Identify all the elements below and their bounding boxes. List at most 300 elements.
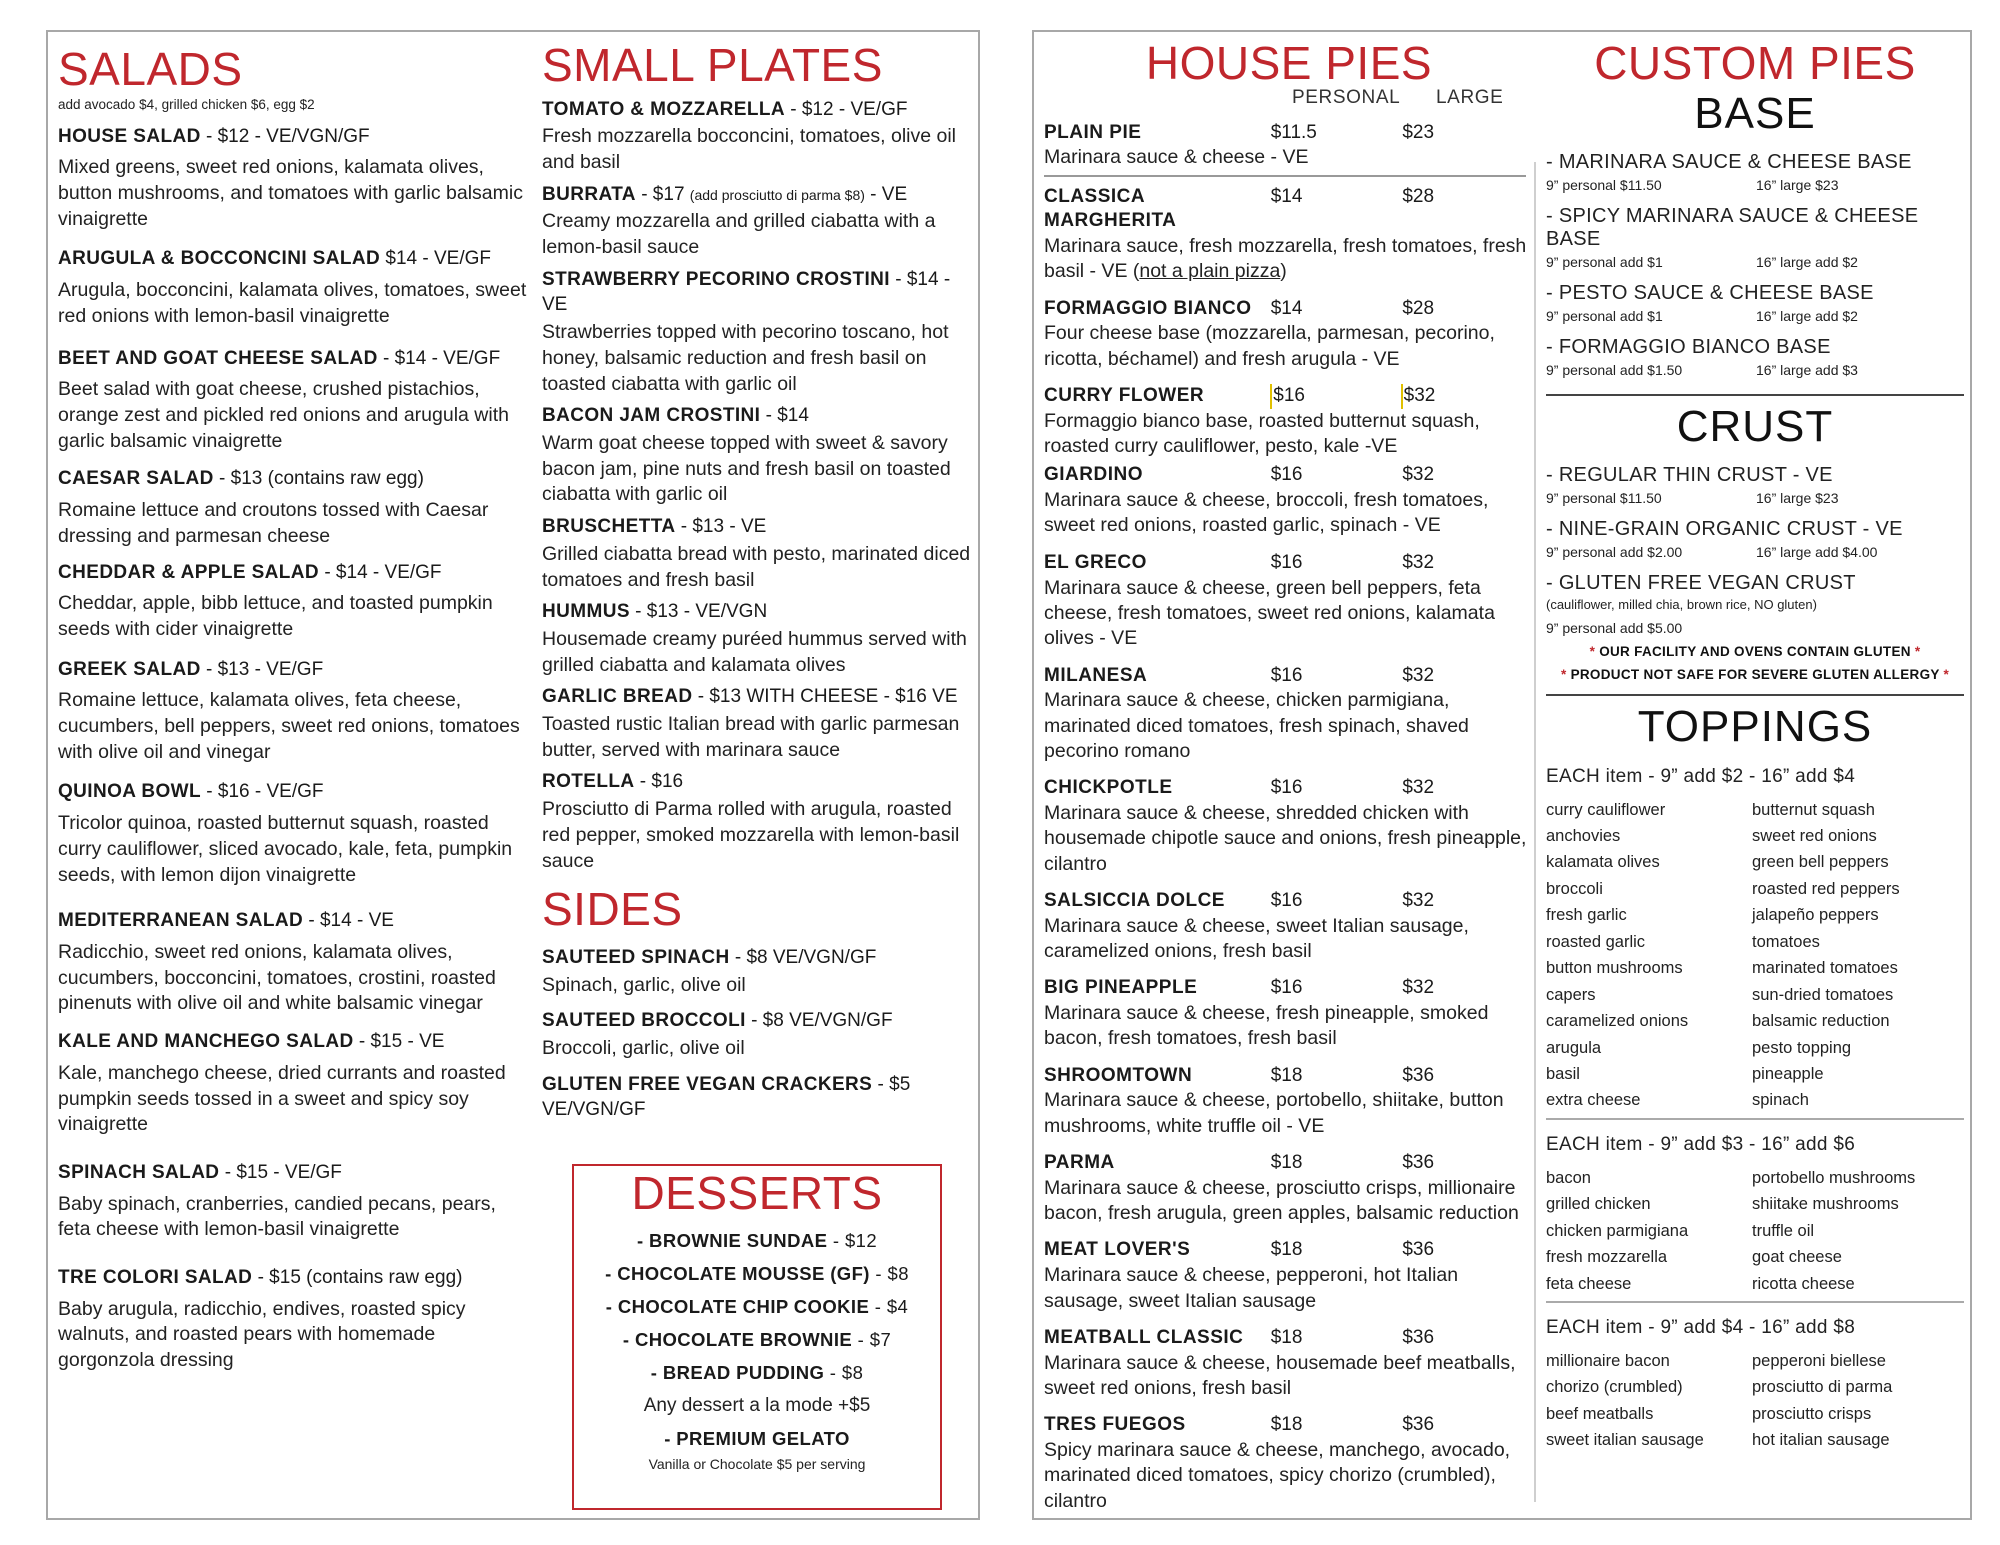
small-plate-item bbox=[542, 769, 972, 874]
small-plate-heading bbox=[542, 403, 972, 429]
crust-title: CRUST bbox=[1676, 401, 1834, 451]
toppings-tier bbox=[1546, 1118, 1964, 1295]
crust-large-price: 16” large add $4.00 bbox=[1756, 543, 1878, 560]
house-pie-name: BIG PINEAPPLE bbox=[1044, 977, 1198, 999]
small-plate-description: Grilled ciabatta bread with pesto, marinated diced tomatoes and fresh basil bbox=[542, 542, 971, 591]
base-personal-price: 9” personal add $1.50 bbox=[1546, 361, 1683, 378]
salad-item bbox=[58, 657, 528, 766]
house-pie-description bbox=[1044, 234, 1534, 285]
salad-heading bbox=[58, 246, 528, 272]
house-pie-desc-text: Marinara sauce & cheese, chicken parmigiana, marinated diced tomatoes, fresh spinach, shaved pecorino romano bbox=[1044, 689, 1469, 762]
personal-price: $16 bbox=[1270, 777, 1303, 799]
small-plate-item bbox=[542, 514, 972, 593]
salad-description: Romaine lettuce, kalamata olives, feta cheese, cucumbers, bell peppers, sweet red onions, tomatoes with olive oil and vinegar bbox=[58, 689, 520, 763]
topping-item: ricotta cheese bbox=[1752, 1274, 1855, 1293]
salad-description: Arugula, bocconcini, kalamata olives, tomatoes, sweet red onions with lemon-basil vinaigrette bbox=[58, 279, 527, 327]
base-name: - MARINARA SAUCE & CHEESE BASE bbox=[1546, 150, 1912, 173]
side-name: GLUTEN FREE VEGAN CRACKERS bbox=[542, 1073, 873, 1095]
salad-heading bbox=[58, 346, 528, 372]
house-pie-description bbox=[1044, 1438, 1534, 1514]
house-pie-item bbox=[1044, 185, 1534, 285]
large-price: $36 bbox=[1402, 1152, 1435, 1174]
house-pie-heading bbox=[1044, 185, 1534, 234]
salad-heading bbox=[58, 1160, 528, 1186]
topping-item: sweet red onions bbox=[1752, 827, 1877, 846]
topping-item: butternut squash bbox=[1752, 800, 1875, 819]
house-pies-title: HOUSE PIES bbox=[1145, 37, 1433, 89]
house-pie-desc-text: Marinara sauce & cheese, fresh pineapple, smoked bacon, fresh tomatoes, fresh basil bbox=[1044, 1002, 1489, 1050]
tier-price-header: EACH item - 9” add $4 - 16” add $8 bbox=[1546, 1317, 1856, 1339]
gf-crust-option bbox=[1546, 572, 1964, 636]
personal-price: $16 bbox=[1270, 977, 1303, 999]
salad-description: Mixed greens, sweet red onions, kalamata olives, button mushrooms, and tomatoes with garlic balsamic vinaigrette bbox=[58, 156, 523, 230]
salads-title: SALADS bbox=[58, 43, 243, 95]
size-column-headers bbox=[1292, 87, 1534, 109]
large-price: $36 bbox=[1402, 1064, 1435, 1086]
salad-heading bbox=[58, 1029, 528, 1055]
tier-divider bbox=[1546, 1301, 1964, 1303]
base-personal-price: 9” personal $11.50 bbox=[1546, 176, 1662, 193]
topping-item: pineapple bbox=[1752, 1064, 1824, 1083]
menu-right-page bbox=[1032, 30, 1972, 1520]
gluten-warning-2: * PRODUCT NOT SAFE FOR SEVERE GLUTEN ALLERGY * bbox=[1560, 666, 1950, 682]
a-la-mode-note: Any dessert a la mode +$5 bbox=[643, 1394, 871, 1416]
salad-item bbox=[58, 346, 528, 455]
house-pie-description bbox=[1044, 145, 1534, 170]
gelato-note: Vanilla or Chocolate $5 per serving bbox=[648, 1455, 866, 1472]
dessert-name: - BREAD PUDDING bbox=[650, 1361, 825, 1383]
small-plate-name: HUMMUS bbox=[542, 601, 630, 623]
house-pie-heading bbox=[1044, 889, 1534, 914]
house-pie-name: EL GRECO bbox=[1044, 551, 1147, 573]
sides-title: SIDES bbox=[542, 883, 683, 936]
house-pie-desc-text: Marinara sauce & cheese, shredded chicken with housemade chipotle sauce and onions, fresh pineapple, cilantro bbox=[1044, 801, 1527, 875]
house-pie-description bbox=[1044, 1351, 1534, 1402]
crust-name: - REGULAR THIN CRUST - VE bbox=[1546, 463, 1833, 486]
house-pie-desc-text: Spicy marinara sauce & cheese, manchego, avocado, marinated diced tomatoes, spicy chorizo (crumbled), cilantro bbox=[1044, 1438, 1511, 1512]
house-pie-desc-text: Marinara sauce & cheese, portobello, shiitake, button mushrooms, white truffle oil - VE bbox=[1044, 1089, 1504, 1137]
salad-heading bbox=[58, 560, 528, 586]
topping-item: sun-dried tomatoes bbox=[1752, 985, 1894, 1004]
small-plate-price: - $12 - VE/GF bbox=[784, 98, 908, 120]
topping-item: prosciutto crisps bbox=[1752, 1404, 1872, 1423]
personal-price: $18 bbox=[1270, 1064, 1303, 1086]
gluten-warning-1: * OUR FACILITY AND OVENS CONTAIN GLUTEN * bbox=[1589, 643, 1921, 659]
house-pie-heading bbox=[1044, 1064, 1534, 1089]
salad-description: Kale, manchego cheese, dried currants and roasted pumpkin seeds tossed in a sweet and spicy soy vinaigrette bbox=[58, 1061, 506, 1136]
dessert-price: - $7 bbox=[852, 1328, 892, 1350]
dessert-price: - $8 bbox=[824, 1361, 864, 1383]
base-name: - PESTO SAUCE & CHEESE BASE bbox=[1546, 281, 1874, 304]
house-pie-description bbox=[1044, 914, 1534, 965]
toppings-grid bbox=[1546, 1168, 1964, 1295]
small-plate-price: - $14 bbox=[760, 405, 809, 427]
small-plate-item bbox=[542, 97, 972, 176]
house-pie-description bbox=[1044, 409, 1534, 460]
salad-item bbox=[58, 1160, 528, 1243]
personal-price: $14 bbox=[1270, 185, 1303, 207]
small-plate-item bbox=[542, 267, 972, 397]
personal-price: $14 bbox=[1270, 297, 1303, 319]
column-divider bbox=[1534, 162, 1536, 1502]
personal-price: $16 bbox=[1270, 664, 1303, 686]
crust-option bbox=[1546, 518, 1964, 560]
house-pie-heading bbox=[1044, 976, 1534, 1001]
base-large-price: 16” large add $2 bbox=[1756, 307, 1858, 324]
toppings-title: TOPPINGS bbox=[1637, 701, 1873, 751]
house-pie-item bbox=[1044, 1413, 1534, 1514]
small-plate-item bbox=[542, 403, 972, 508]
base-option bbox=[1546, 205, 1964, 270]
house-pie-name: PLAIN PIE bbox=[1044, 121, 1142, 143]
small-plate-heading bbox=[542, 97, 972, 123]
small-plate-price: - $14 - VE bbox=[542, 268, 951, 316]
small-plate-item bbox=[542, 599, 972, 678]
personal-price: $18 bbox=[1270, 1326, 1303, 1348]
desserts-title: DESSERTS bbox=[631, 1167, 883, 1219]
toppings-tier bbox=[1546, 1301, 1964, 1452]
salad-heading bbox=[58, 466, 528, 492]
toppings-grid bbox=[1546, 800, 1964, 1112]
salad-description: Radicchio, sweet red onions, kalamata olives, cucumbers, bocconcini, tomatoes, crostini, roasted pinenuts with olive oil and white balsamic vinegar bbox=[58, 940, 496, 1015]
large-price: $32 bbox=[1402, 551, 1435, 573]
salad-item bbox=[58, 1029, 528, 1138]
house-pie-heading bbox=[1044, 121, 1534, 146]
small-plate-price: - $17 bbox=[635, 183, 690, 205]
personal-price: $18 bbox=[1270, 1152, 1303, 1174]
base-large-price: 16” large add $2 bbox=[1756, 253, 1858, 270]
topping-item: feta cheese bbox=[1546, 1274, 1632, 1293]
topping-item: pepperoni biellese bbox=[1752, 1352, 1886, 1371]
house-pie-name: CURRY FLOWER bbox=[1044, 385, 1205, 407]
salad-item bbox=[58, 1265, 528, 1374]
house-pie-item bbox=[1044, 1238, 1534, 1313]
dessert-item bbox=[574, 1296, 940, 1318]
crust-personal-price: 9” personal add $2.00 bbox=[1546, 543, 1683, 560]
topping-item: spinach bbox=[1752, 1091, 1809, 1110]
house-pie-heading bbox=[1044, 664, 1534, 689]
house-pie-item bbox=[1044, 551, 1534, 652]
house-pie-description bbox=[1044, 488, 1534, 539]
house-pie-heading bbox=[1044, 551, 1534, 576]
crust-large-price: 16” large $23 bbox=[1756, 489, 1839, 506]
small-plate-name: TOMATO & MOZZARELLA bbox=[542, 98, 785, 120]
salad-price: - $13 - VE/GF bbox=[200, 658, 324, 680]
dessert-item bbox=[574, 1230, 940, 1252]
salad-price: - $15 (contains raw egg) bbox=[252, 1267, 463, 1289]
house-pie-heading bbox=[1044, 384, 1534, 409]
house-pie-desc-close: ) bbox=[1280, 260, 1287, 283]
salad-price: - $14 - VE bbox=[303, 910, 394, 932]
section-rule bbox=[1546, 694, 1964, 696]
small-plate-description: Warm goat cheese topped with sweet & savory bacon jam, pine nuts and fresh basil on toasted ciabatta with garlic oil bbox=[542, 431, 951, 506]
side-heading bbox=[542, 1008, 972, 1034]
topping-item: anchovies bbox=[1546, 827, 1621, 846]
salad-heading bbox=[58, 1265, 528, 1291]
base-name: - SPICY MARINARA SAUCE & CHEESE BASE bbox=[1546, 204, 1919, 250]
house-pie-desc-text: Marinara sauce, fresh mozzarella, fresh tomatoes, fresh basil - VE ( bbox=[1044, 235, 1527, 283]
house-pie-heading bbox=[1044, 1326, 1534, 1351]
pie-divider bbox=[1044, 175, 1526, 177]
salad-price: - $14 - VE/GF bbox=[377, 347, 501, 369]
small-plate-addon: (add prosciutto di parma $8) bbox=[689, 186, 865, 203]
salad-name: KALE AND MANCHEGO SALAD bbox=[58, 1031, 354, 1053]
topping-item: kalamata olives bbox=[1546, 853, 1660, 872]
small-plate-heading bbox=[542, 769, 972, 795]
topping-item: fresh garlic bbox=[1546, 906, 1627, 925]
small-plate-price: - $13 - VE/VGN bbox=[629, 601, 768, 623]
salad-name: CHEDDAR & APPLE SALAD bbox=[58, 561, 320, 583]
salad-description: Cheddar, apple, bibb lettuce, and toasted pumpkin seeds with cider vinaigrette bbox=[58, 592, 493, 640]
dessert-price: - $12 bbox=[827, 1229, 878, 1251]
topping-item: fresh mozzarella bbox=[1546, 1248, 1668, 1267]
large-price: $36 bbox=[1402, 1414, 1435, 1436]
salad-price: - $13 (contains raw egg) bbox=[213, 468, 424, 490]
salad-price: $14 - VE/GF bbox=[380, 248, 492, 270]
side-description: Broccoli, garlic, olive oil bbox=[542, 1036, 745, 1059]
topping-item: capers bbox=[1546, 985, 1596, 1004]
base-title: BASE bbox=[1694, 88, 1816, 138]
crust-prices bbox=[1546, 544, 1964, 560]
house-pie-desc-text: Marinara sauce & cheese, green bell peppers, feta cheese, fresh tomatoes, sweet red onions, kalamata olives - VE bbox=[1044, 576, 1495, 650]
small-plate-heading bbox=[542, 182, 972, 208]
small-plate-description: Housemade creamy puréed hummus served with grilled ciabatta and kalamata olives bbox=[542, 627, 967, 676]
house-pie-name: SHROOMTOWN bbox=[1044, 1064, 1193, 1086]
large-price: $32 bbox=[1402, 664, 1435, 686]
house-pie-name: CHICKPOTLE bbox=[1044, 777, 1173, 799]
salad-price: - $15 - VE bbox=[353, 1031, 445, 1053]
salad-price: - $14 - VE/GF bbox=[319, 561, 442, 583]
custom-pies-section bbox=[1546, 38, 1964, 1452]
crust-prices bbox=[1546, 490, 1964, 506]
salad-heading bbox=[58, 657, 528, 683]
side-item bbox=[542, 1072, 972, 1123]
base-large-price: 16” large add $3 bbox=[1756, 361, 1858, 378]
personal-price: $16 bbox=[1270, 551, 1303, 573]
topping-item: extra cheese bbox=[1546, 1091, 1641, 1110]
tier-price-header: EACH item - 9” add $3 - 16” add $6 bbox=[1546, 1133, 1856, 1155]
salad-description: Beet salad with goat cheese, crushed pistachios, orange zest and pickled red onions and arugula with garlic balsamic vinaigrette bbox=[58, 378, 509, 452]
topping-item: jalapeño peppers bbox=[1752, 906, 1879, 925]
salad-item bbox=[58, 124, 528, 233]
house-pie-name: CLASSICA MARGHERITA bbox=[1044, 185, 1177, 232]
salad-price: - $12 - VE/VGN/GF bbox=[200, 125, 370, 147]
dessert-price: - $8 bbox=[869, 1262, 909, 1284]
dessert-name: - CHOCOLATE BROWNIE bbox=[622, 1328, 853, 1350]
base-prices bbox=[1546, 362, 1964, 378]
salad-description: Romaine lettuce and croutons tossed with Caesar dressing and parmesan cheese bbox=[58, 499, 489, 547]
house-pie-name: PARMA bbox=[1044, 1152, 1115, 1174]
crust-personal-price: 9” personal $11.50 bbox=[1546, 489, 1662, 506]
large-price: $28 bbox=[1402, 185, 1435, 207]
large-price: $32 bbox=[1402, 777, 1435, 799]
salad-name: CAESAR SALAD bbox=[58, 468, 214, 490]
salad-name: TRE COLORI SALAD bbox=[58, 1267, 253, 1289]
small-plate-price: - $16 bbox=[634, 771, 684, 793]
crust-option bbox=[1546, 464, 1964, 506]
house-pie-desc-text: Marinara sauce & cheese, prosciutto crisps, millionaire bacon, fresh arugula, green apples, balsamic reduction bbox=[1044, 1176, 1519, 1225]
house-pie-item bbox=[1044, 889, 1534, 964]
house-pie-name: MILANESA bbox=[1044, 664, 1148, 686]
salad-name: SPINACH SALAD bbox=[58, 1161, 220, 1183]
house-pie-desc-text: Four cheese base (mozzarella, parmesan, pecorino, ricotta, béchamel) and fresh arugula - VE bbox=[1044, 322, 1495, 370]
dessert-name: - BROWNIE SUNDAE bbox=[636, 1229, 828, 1251]
salad-item bbox=[58, 908, 528, 1017]
salad-item bbox=[58, 466, 528, 549]
salad-heading bbox=[58, 908, 528, 934]
base-name: - FORMAGGIO BIANCO BASE bbox=[1546, 335, 1831, 358]
small-plate-description: Strawberries topped with pecorino toscano, hot honey, balsamic reduction and fresh basil on toasted ciabatta with garlic oil bbox=[542, 321, 949, 395]
small-plate-name: BURRATA bbox=[542, 183, 636, 205]
house-pie-name: TRES FUEGOS bbox=[1044, 1414, 1186, 1436]
side-item bbox=[542, 1008, 972, 1061]
large-price: $32 bbox=[1401, 384, 1534, 409]
toppings-grid bbox=[1546, 1351, 1964, 1452]
house-pie-desc-text: Marinara sauce & cheese, housemade beef meatballs, sweet red onions, fresh basil bbox=[1044, 1351, 1516, 1399]
house-pie-heading bbox=[1044, 463, 1534, 488]
house-pies-section bbox=[1044, 38, 1534, 1514]
house-pie-description bbox=[1044, 1088, 1534, 1139]
large-header: LARGE bbox=[1436, 86, 1504, 108]
section-rule bbox=[1546, 394, 1964, 396]
personal-price: $16 bbox=[1270, 889, 1303, 911]
topping-item: caramelized onions bbox=[1546, 1012, 1689, 1031]
dessert-name: - CHOCOLATE MOUSSE (GF) bbox=[605, 1262, 870, 1284]
custom-pies-title: CUSTOM PIES bbox=[1594, 37, 1916, 89]
salads-addons: add avocado $4, grilled chicken $6, egg $2 bbox=[58, 96, 315, 112]
small-plate-heading bbox=[542, 684, 972, 710]
gelato-item: - PREMIUM GELATO bbox=[664, 1427, 850, 1449]
topping-item: goat cheese bbox=[1752, 1248, 1842, 1267]
house-pie-item bbox=[1044, 463, 1534, 538]
base-option bbox=[1546, 282, 1964, 324]
menu-left-page bbox=[46, 30, 980, 1520]
large-price: $36 bbox=[1402, 1239, 1435, 1261]
salad-name: BEET AND GOAT CHEESE SALAD bbox=[58, 347, 378, 369]
small-plate-price: - $13 WITH CHEESE - $16 VE bbox=[692, 686, 958, 708]
salad-heading bbox=[58, 124, 528, 150]
small-plate-name: GARLIC BREAD bbox=[542, 686, 693, 708]
topping-item: grilled chicken bbox=[1546, 1195, 1651, 1214]
side-item bbox=[542, 945, 972, 998]
topping-item: truffle oil bbox=[1752, 1221, 1815, 1240]
house-pie-desc-text: Marinara sauce & cheese - VE bbox=[1044, 146, 1309, 169]
house-pie-item bbox=[1044, 976, 1534, 1051]
salad-name: ARUGULA & BOCCONCINI SALAD bbox=[58, 248, 381, 270]
base-prices bbox=[1546, 254, 1964, 270]
small-plate-name: STRAWBERRY PECORINO CROSTINI bbox=[542, 268, 890, 290]
salad-description: Tricolor quinoa, roasted butternut squash, roasted curry cauliflower, sliced avocado, kale, feta, pumpkin seeds, with lemon dijon vinaigrette bbox=[58, 812, 513, 886]
base-personal-price: 9” personal add $1 bbox=[1546, 253, 1663, 270]
topping-item: balsamic reduction bbox=[1752, 1012, 1890, 1031]
base-personal-price: 9” personal add $1 bbox=[1546, 307, 1663, 324]
topping-item: shiitake mushrooms bbox=[1752, 1195, 1899, 1214]
side-price: - $5 VE/VGN/GF bbox=[542, 1073, 911, 1121]
large-price: $32 bbox=[1402, 977, 1435, 999]
large-price: $36 bbox=[1402, 1326, 1435, 1348]
house-pie-item bbox=[1044, 1064, 1534, 1139]
personal-price: $16 bbox=[1270, 384, 1403, 409]
topping-item: broccoli bbox=[1546, 879, 1603, 898]
small-plates-section bbox=[542, 40, 972, 1123]
small-plate-heading bbox=[542, 267, 972, 318]
large-price: $28 bbox=[1402, 297, 1435, 319]
base-prices bbox=[1546, 308, 1964, 324]
gf-crust-price: 9” personal add $5.00 bbox=[1546, 619, 1683, 636]
personal-price: $11.5 bbox=[1270, 121, 1317, 143]
small-plate-heading bbox=[542, 514, 972, 540]
tier-price-header: EACH item - 9” add $2 - 16” add $4 bbox=[1546, 765, 1856, 787]
house-pie-name: FORMAGGIO BIANCO bbox=[1044, 297, 1252, 319]
salad-description: Baby arugula, radicchio, endives, roasted spicy walnuts, and roasted pears with homemade gorgonzola dressing bbox=[58, 1297, 466, 1372]
base-prices bbox=[1546, 177, 1964, 193]
house-pie-heading bbox=[1044, 1238, 1534, 1263]
house-pie-name: GIARDINO bbox=[1044, 464, 1143, 486]
salad-price: - $16 - VE/GF bbox=[201, 781, 324, 803]
salad-price: - $15 - VE/GF bbox=[219, 1161, 342, 1183]
salad-name: MEDITERRANEAN SALAD bbox=[58, 910, 304, 932]
small-plate-description: Fresh mozzarella bocconcini, tomatoes, olive oil and basil bbox=[542, 125, 957, 173]
house-pie-description bbox=[1044, 1176, 1534, 1227]
house-pie-heading bbox=[1044, 297, 1534, 322]
house-pie-description bbox=[1044, 801, 1534, 877]
desserts-box bbox=[572, 1164, 942, 1510]
house-pie-description bbox=[1044, 576, 1534, 652]
base-option bbox=[1546, 336, 1964, 378]
toppings-tier bbox=[1546, 766, 1964, 1112]
salad-name: HOUSE SALAD bbox=[58, 125, 201, 147]
house-pie-item bbox=[1044, 297, 1534, 372]
topping-item: arugula bbox=[1546, 1038, 1602, 1057]
salads-section bbox=[58, 44, 528, 1374]
dessert-item bbox=[574, 1362, 940, 1384]
topping-item: tomatoes bbox=[1752, 932, 1820, 951]
base-large-price: 16” large $23 bbox=[1756, 176, 1839, 193]
house-pie-desc-text: Marinara sauce & cheese, broccoli, fresh tomatoes, sweet red onions, roasted garlic, spinach - VE bbox=[1044, 489, 1489, 537]
house-pie-item bbox=[1044, 664, 1534, 765]
topping-item: green bell peppers bbox=[1752, 853, 1889, 872]
house-pie-name: MEATBALL CLASSIC bbox=[1044, 1326, 1244, 1348]
small-plate-description: Prosciutto di Parma rolled with arugula, roasted red pepper, smoked mozzarella with lemon-basil sauce bbox=[542, 798, 960, 872]
side-heading bbox=[542, 945, 972, 971]
house-pie-desc-note: not a plain pizza bbox=[1139, 260, 1281, 283]
topping-item: marinated tomatoes bbox=[1752, 959, 1898, 978]
house-pie-item bbox=[1044, 121, 1534, 177]
house-pie-description bbox=[1044, 1263, 1534, 1314]
topping-item: basil bbox=[1546, 1064, 1580, 1083]
small-plate-price: - $13 - VE bbox=[675, 516, 767, 538]
house-pie-name: MEAT LOVER'S bbox=[1044, 1239, 1191, 1261]
small-plate-name: BACON JAM CROSTINI bbox=[542, 405, 761, 427]
salad-item bbox=[58, 779, 528, 888]
side-name: SAUTEED BROCCOLI bbox=[542, 1010, 746, 1032]
small-plate-heading bbox=[542, 599, 972, 625]
large-price: $23 bbox=[1402, 121, 1435, 143]
topping-item: chorizo (crumbled) bbox=[1546, 1378, 1683, 1397]
salad-item bbox=[58, 246, 528, 329]
salad-heading bbox=[58, 779, 528, 805]
large-price: $32 bbox=[1402, 464, 1435, 486]
topping-item: pesto topping bbox=[1752, 1038, 1852, 1057]
topping-item: beef meatballs bbox=[1546, 1404, 1654, 1423]
personal-header: PERSONAL bbox=[1292, 86, 1401, 108]
topping-item: millionaire bacon bbox=[1546, 1352, 1670, 1371]
salad-name: QUINOA BOWL bbox=[58, 781, 202, 803]
salad-description: Baby spinach, cranberries, candied pecans, pears, feta cheese with lemon-basil vinaigrette bbox=[58, 1192, 496, 1241]
personal-price: $18 bbox=[1270, 1414, 1303, 1436]
crust-name: - NINE-GRAIN ORGANIC CRUST - VE bbox=[1546, 517, 1903, 540]
personal-price: $16 bbox=[1270, 464, 1303, 486]
